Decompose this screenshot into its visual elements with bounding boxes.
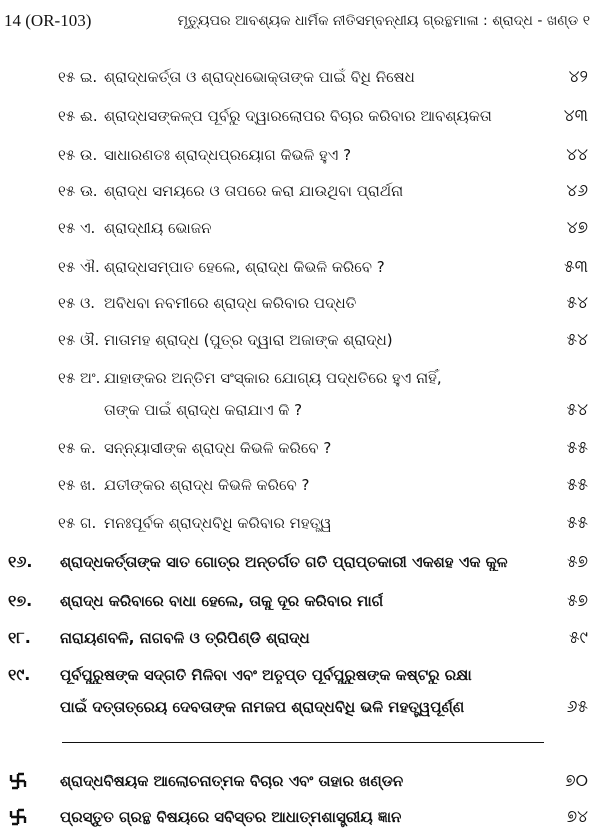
entry-title: ଅବିଧବା ନବମୀରେ ଶ୍ରାଦ୍ଧ କରିବାର ପଦ୍ଧତି [104, 294, 357, 312]
entry-page: ୪୩ [563, 106, 588, 126]
entry-page: ୫୫ [566, 438, 588, 458]
entry-title: ମନଃପୂର୍ବକ ଶ୍ରାଦ୍ଧବିଧି କରିବାର ମହତ୍ତ୍ୱ [104, 514, 332, 532]
extra-page: ୭୪ [566, 807, 588, 827]
page-header [4, 8, 590, 34]
entry-number: ୧୫ ଐ. [58, 258, 100, 276]
entry-title: ଶ୍ରାଦ୍ଧ ସମୟରେ ଓ ତାପରେ କରା ଯାଉଥିବା ପ୍ରାର୍ଥନା [104, 182, 404, 200]
page-code: 14 (OR-103) [4, 11, 92, 30]
chapter-page: ୬୫ [566, 697, 588, 717]
chapter-page: ୫୯ [568, 628, 588, 648]
entry-number: ୧୫ ଏ. [58, 219, 96, 237]
entry-number: ୧୫ ଔ. [58, 331, 100, 349]
entry-title: ଯତୀଙ୍କର ଶ୍ରାଦ୍ଧ କିଭଳି କରିବେ ? [104, 476, 310, 494]
toc-entry [0, 361, 600, 395]
entry-number: ୧୫ କ. [58, 439, 96, 457]
chapter-title: ପୂର୍ବପୁରୁଷଙ୍କ ସଦ୍‌ଗତି ମିଳିବା ଏବଂ ଅତୃପ୍ତ ପୂର୍ବପୁରୁଷଙ୍କ କଷ୍ଟରୁ ରକ୍ଷା [60, 666, 472, 684]
entry-title: ଶ୍ରାଦ୍ଧସମ୍ପାତ ହେଲେ, ଶ୍ରାଦ୍ଧ କିଭଳି କରିବେ ? [104, 258, 385, 276]
entry-title: ମାତାମହ ଶ୍ରାଦ୍ଧ (ପୁତ୍ର ଦ୍ୱାରା ଅଜାଙ୍କ ଶ୍ରାଦ୍ଧ) [104, 331, 393, 349]
toc-entry [0, 174, 600, 208]
entry-page: ୫୪ [566, 330, 588, 350]
entry-number: ୧୫ ଗ. [58, 514, 97, 532]
entry-number: ୧୫ ଇ. [58, 68, 98, 86]
entry-page: ୪୬ [566, 181, 588, 201]
entry-title-continuation: ତାଙ୍କ ପାଇଁ ଶ୍ରାଦ୍ଧ କରାଯାଏ କି ? [104, 401, 303, 419]
toc-chapter [0, 584, 600, 618]
toc-entry-continuation [0, 393, 600, 427]
chapter-title-continuation: ପାଇଁ ଦତ୍ତାତ୍ରେୟ ଦେବତାଙ୍କ ନାମଜପ ଶ୍ରାଦ୍ଧବିଧି ଭଳି ମହତ୍ତ୍ୱପୂର୍ଣ୍ଣ [60, 698, 465, 716]
entry-title: ଶ୍ରାଦ୍ଧକର୍ତ୍ତା ଓ ଶ୍ରାଦ୍ଧଭୋକ୍ତାଙ୍କ ପାଇଁ ବିଧି ନିଷେଧ [104, 68, 415, 86]
entry-number: ୧୫ ଈ. [58, 107, 98, 125]
extra-title: ଶ୍ରାଦ୍ଧବିଷୟକ ଆଲୋଚନାତ୍ମକ ବିଚାର ଏବଂ ତାହାର ଖଣ୍ଡନ [60, 772, 404, 790]
entry-title: ଯାହାଙ୍କର ଅନ୍ତିମ ସଂସ୍କାର ଯୋଗ୍ୟ ପଦ୍ଧତିରେ ହୁଏ ନାହିଁ, [104, 369, 442, 387]
entry-number: ୧୫ ଅଂ. [58, 369, 101, 387]
chapter-title: ଶ୍ରାଦ୍ଧ କରିବାରେ ବାଧା ହେଲେ, ତାକୁ ଦୂର କରିବାର ମାର୍ଗ [60, 592, 384, 610]
toc-entry [0, 138, 600, 172]
swastika-icon [8, 771, 28, 791]
toc-entry [0, 60, 600, 94]
toc-chapter [0, 545, 600, 579]
entry-page: ୫୫ [566, 475, 588, 495]
extra-title: ପ୍ରସ୍ତୁତ ଗ୍ରନ୍ଥ ବିଷୟରେ ସବିସ୍ତର ଆଧାତ୍ମଶାସ୍ତ୍ରୀୟ ଜ୍ଞାନ [60, 808, 402, 826]
toc-extra [0, 800, 600, 834]
chapter-title: ଶ୍ରାଦ୍ଧକର୍ତ୍ତାଙ୍କ ସାତ ଗୋତ୍ର ଅନ୍ତର୍ଗତ ଗତି ପ୍ରାପ୍ତକାରୀ ଏକଶହ ଏକ କୁଳ [60, 553, 508, 571]
entry-title: ସନ୍ନ୍ୟାସୀଙ୍କ ଶ୍ରାଦ୍ଧ କିଭଳି କରିବେ ? [104, 439, 332, 457]
chapter-number: ୧୬. [8, 552, 33, 571]
chapter-number: ୧୮. [8, 628, 31, 647]
entry-page: ୫୪ [566, 400, 588, 420]
entry-page: ୪୪ [566, 145, 588, 165]
entry-title: ଶ୍ରାଦ୍ଧୀୟ ଭୋଜନ [104, 219, 212, 237]
entry-page: ୫୩ [564, 257, 588, 277]
entry-title: ସାଧାରଣତଃ ଶ୍ରାଦ୍ଧପ୍ରୟୋଗ କିଭଳି ହୁଏ ? [104, 146, 352, 164]
toc-chapter-continuation [0, 690, 600, 724]
toc-entry [0, 286, 600, 320]
toc-entry [0, 468, 600, 502]
toc-entry [0, 323, 600, 357]
section-divider [62, 742, 544, 743]
entry-page: ୪୨ [568, 67, 588, 87]
chapter-number: ୧୯. [8, 665, 31, 684]
toc-entry [0, 506, 600, 540]
entry-number: ୧୫ ଖ. [58, 476, 96, 494]
toc-entry [0, 250, 600, 284]
entry-number: ୧୫ ଉ. [58, 146, 98, 164]
toc-entry [0, 431, 600, 465]
chapter-page: ୫୭ [566, 552, 588, 572]
series-title: ମୃତ୍ୟୁପର ଆବଶ୍ୟକ ଧାର୍ମିକ ନୀତିସମ୍ବନ୍ଧୀୟ ଗ୍ରନ୍ଥମାଳା : ଶ୍ରାଦ୍ଧ - ଖଣ୍ଡ ୧ [177, 13, 590, 29]
chapter-page: ୫୭ [566, 591, 588, 611]
toc-entry [0, 99, 600, 133]
extra-page: ୭୦ [565, 771, 588, 791]
toc-chapter [0, 621, 600, 655]
chapter-number: ୧୭. [8, 591, 33, 610]
toc-chapter [0, 658, 600, 692]
entry-page: ୫୫ [566, 513, 588, 533]
chapter-title: ନାରାୟଣବଳି, ନାଗବଳି ଓ ତ୍ରିପିଣ୍ଡି ଶ୍ରାଦ୍ଧ [60, 629, 310, 647]
entry-number: ୧୫ ଊ. [58, 182, 98, 200]
entry-title: ଶ୍ରାଦ୍ଧସଙ୍କଳ୍ପ ପୂର୍ବରୁ ଦ୍ୱାରଲୋପର ବିଚାର କରିବାର ଆବଶ୍ୟକତା [104, 107, 492, 125]
entry-page: ୫୪ [566, 293, 588, 313]
toc-extra [0, 764, 600, 798]
entry-page: ୪୭ [566, 218, 588, 238]
swastika-icon [8, 807, 28, 827]
toc-entry [0, 211, 600, 245]
entry-number: ୧୫ ଓ. [58, 294, 96, 312]
